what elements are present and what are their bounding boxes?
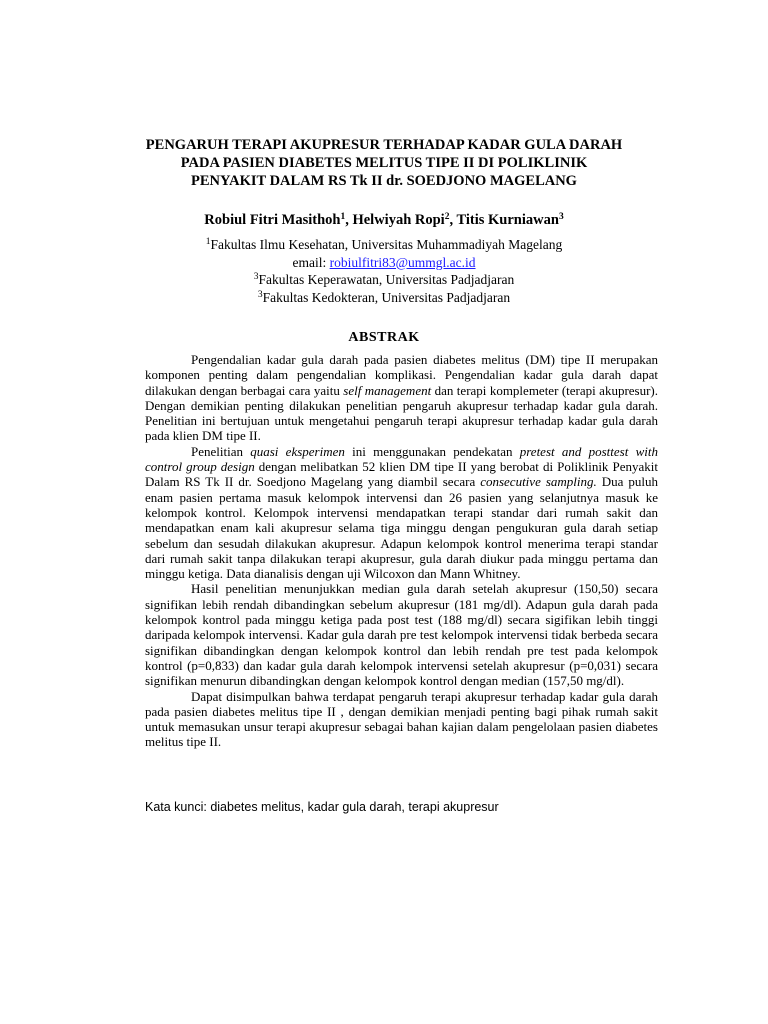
affiliation-1-mark: 1 (205, 237, 211, 247)
p2-text-3: dengan melibatkan 52 klien DM tipe II yang berobat di Poliklinik Penyakit Dalam RS Tk II dr. Soedjono Magelang yang diambil secara (145, 459, 658, 490)
title-line-2: PADA PASIEN DIABETES MELITUS TIPE II DI POLIKLINIK (180, 155, 588, 171)
abstract-paragraph-1 (145, 352, 658, 444)
p1-text-2: dan terapi komplemeter (terapi akupresur). Dengan demikian penting dilakukan penelitian pengaruh akupresur terhadap kadar gula darah. Penelitian ini bertujuan untuk mengetahui pengaruh terapi akupresur terhadap kadar gula darah pada klien DM tipe II. (145, 382, 659, 444)
p2-italic-term-3: consecutive sampling. (480, 474, 597, 490)
affiliation-1 (110, 236, 658, 254)
p2-text-2: ini menggunakan pendekatan (344, 443, 520, 459)
affiliation-2-mark: 3 (253, 272, 259, 282)
email-line (110, 254, 658, 272)
p1-text-1: Pengendalian kadar gula darah pada pasien diabetes melitus (DM) tipe II merupakan komponen penting dalam pengendalian komplikasi. Pengendalian kadar gula darah dapat dilakukan dengan berbagai cara yaitu (145, 352, 658, 398)
affiliations (110, 236, 658, 306)
title-line-3: PENYAKIT DALAM RS Tk II dr. SOEDJONO MAGELANG (191, 173, 577, 189)
author-separator: , (345, 212, 353, 228)
affiliation-3-mark: 3 (257, 289, 263, 300)
affiliation-2-text: Fakultas Keperawatan, Universitas Padjadjaran (258, 272, 515, 287)
p1-italic-term: self management (343, 382, 432, 398)
author-list (110, 210, 658, 230)
affiliation-3 (110, 289, 658, 307)
affiliation-1-text: Fakultas Ilmu Kesehatan, Universitas Muhammadiyah Magelang (210, 237, 563, 252)
author-1-name: Robiul Fitri Masithoh (204, 212, 341, 228)
abstract-paragraph-2 (145, 444, 658, 582)
author-1-affiliation-mark: 1 (340, 212, 346, 222)
abstract-body (145, 352, 658, 750)
email-label: email: (292, 254, 330, 270)
paper-title (110, 136, 658, 190)
author-3-affiliation-mark: 3 (558, 212, 564, 222)
author-3-name: Titis Kurniawan (456, 212, 559, 228)
author-2-name: Helwiyah Ropi (352, 212, 445, 228)
affiliation-2 (110, 271, 658, 289)
p2-italic-term-2: pretest and posttest with control group design (145, 443, 658, 475)
email-link[interactable]: robiulfitri83@ummgl.ac.id (329, 254, 476, 270)
keywords: Kata kunci: diabetes melitus, kadar gula darah, terapi akupresur (145, 800, 499, 814)
title-line-1: PENGARUH TERAPI AKUPRESUR TERHADAP KADAR GULA DARAH (145, 137, 623, 153)
p2-text-4: Dua puluh enam pasien pertama masuk kelompok intervensi dan 26 pasien yang selanjutnya masuk ke kelompok kontrol. Kelompok intervensi mendapatkan terapi standar dari rumah sakit dan mendapatkan enam kali akupresur selama tiga minggu dengan pengukuran gula darah setiap sebelum dan sesudah dilakukan akupresur. Adapun kelompok kontrol menerima terapi standar dari rumah sakit tanpa dilakukan terapi akupresur, gula darah diukur pada minggu pertama dan minggu ketiga. Data dianalisis dengan uji Wilcoxon dan Mann Whitney. (145, 474, 658, 582)
abstract-paragraph-3: Hasil penelitian menunjukkan median gula darah setelah akupresur (150,50) secara signifikan lebih rendah dibandingkan sebelum akupresur (181 mg/dl). Adapun gula darah pada kelompok kontrol pada minggu ketiga pada post test (188 mg/dl) secara sigifikan lebih tinggi daripada kelompok intervensi. Kadar gula darah pre test kelompok intervensi tidak berbeda secara signifikan dibandingkan dengan kelompok kontrol dan lebih rendah pre test pada kelompok kontrol (p=0,833) dan kadar gula darah kelompok intervensi setelah akupresur (p=0,031) secara signifikan menurun dibandingkan dengan kelompok kontrol dengan median (157,50 mg/dl). (145, 581, 658, 689)
p2-text-1: Penelitian (191, 443, 251, 459)
abstract-heading: ABSTRAK (348, 330, 420, 345)
author-2-affiliation-mark: 2 (444, 212, 450, 222)
p2-italic-term-1: quasi eksperimen (250, 443, 345, 459)
author-separator: , (449, 212, 457, 228)
abstract-paragraph-4: Dapat disimpulkan bahwa terdapat pengaruh terapi akupresur terhadap kadar gula darah pada pasien diabetes melitus tipe II , dengan demikian menjadi penting bagi pihak rumah sakit untuk memasukan unsur terapi akupresur sebagai bahan kajian dalam pengelolaan pasien diabetes melitus tipe II. (145, 688, 658, 750)
affiliation-3-text: Fakultas Kedokteran, Universitas Padjadjaran (262, 289, 511, 305)
